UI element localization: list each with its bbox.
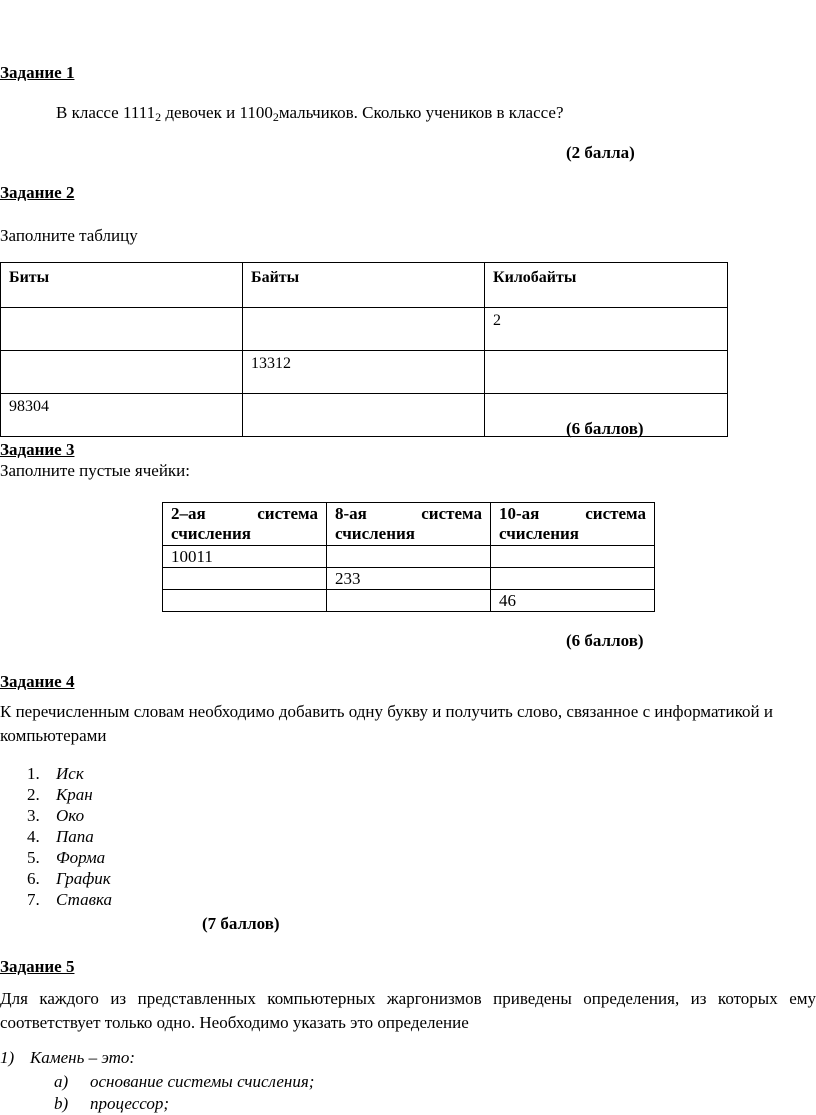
header-base8-word1: 8-ая xyxy=(335,504,367,523)
header-base10-word3: счисления xyxy=(499,524,580,543)
list-item-number: 4. xyxy=(27,827,40,846)
header-base8 xyxy=(327,503,491,546)
table-header-row xyxy=(163,503,655,546)
task4-instruction: К перечисленным словам необходимо добавить одну букву и получить слово, связанное с информатикой и компьютерами xyxy=(0,702,773,745)
list-item-number: 5. xyxy=(27,848,40,867)
header-base2-word2: система xyxy=(257,504,318,523)
list-item xyxy=(0,848,300,869)
header-base10-word1: 10-ая xyxy=(499,504,540,523)
list-item xyxy=(0,785,300,806)
table-cell[interactable]: 98304 xyxy=(1,394,243,437)
task3-instruction: Заполните пустые ячейки: xyxy=(0,461,190,480)
list-item-word: Форма xyxy=(56,848,106,867)
header-bits: Биты xyxy=(1,263,243,308)
task1-sub-a: 2 xyxy=(155,110,162,124)
header-base2 xyxy=(163,503,327,546)
table-cell[interactable] xyxy=(1,308,243,351)
header-base2-word3: счисления xyxy=(171,524,252,543)
table-cell[interactable] xyxy=(491,568,655,590)
task1-text-c: мальчиков. Сколько учеников в классе? xyxy=(278,103,564,122)
table-cell[interactable]: 233 xyxy=(327,568,491,590)
list-item-word: Папа xyxy=(56,827,94,846)
table-cell[interactable]: 10011 xyxy=(163,546,327,568)
task1-text-a: В классе 1111 xyxy=(56,103,156,122)
list-item-number: 6. xyxy=(27,869,40,888)
header-base2-word1: 2–ая xyxy=(171,504,206,523)
list-item xyxy=(0,890,300,911)
table-row xyxy=(163,568,655,590)
task3-points: (6 баллов) xyxy=(566,631,644,650)
header-base10 xyxy=(491,503,655,546)
table-cell[interactable] xyxy=(163,568,327,590)
table-row xyxy=(163,546,655,568)
task1-points: (2 балла) xyxy=(566,143,635,162)
list-item-number: 1. xyxy=(27,764,40,783)
task2-instruction: Заполните таблицу xyxy=(0,226,138,245)
header-base8-word3: счисления xyxy=(335,524,416,543)
number-systems-table xyxy=(162,502,655,612)
list-item xyxy=(0,869,300,890)
task4-points: (7 баллов) xyxy=(202,914,280,933)
list-item xyxy=(0,764,300,785)
task4-title: Задание 4 xyxy=(0,672,75,691)
task5-question-text: Камень – это: xyxy=(30,1048,136,1067)
table-cell[interactable]: 2 xyxy=(485,308,728,351)
task1-title: Задание 1 xyxy=(0,63,75,82)
list-item-number: 2. xyxy=(27,785,40,804)
table-cell[interactable] xyxy=(491,546,655,568)
task2-points: (6 баллов) xyxy=(566,419,644,438)
list-item xyxy=(0,827,300,848)
list-item-number: 7. xyxy=(27,890,40,909)
option-letter: a) xyxy=(54,1072,69,1091)
table-cell[interactable] xyxy=(1,351,243,394)
task1-question xyxy=(56,103,564,123)
header-base10-word2: система xyxy=(585,504,646,523)
option-text: основание системы счисления; xyxy=(90,1072,315,1091)
table-cell[interactable]: 46 xyxy=(491,590,655,612)
table-header-row xyxy=(1,263,728,308)
task5-question-number: 1) xyxy=(0,1048,15,1067)
header-base8-word2: система xyxy=(421,504,482,523)
word-list xyxy=(0,764,300,911)
table-cell[interactable] xyxy=(243,308,485,351)
list-item xyxy=(0,806,300,827)
task1-text-b: девочек и 1100 xyxy=(161,103,273,122)
header-bytes: Байты xyxy=(243,263,485,308)
list-item-word: Око xyxy=(56,806,85,825)
task2-title: Задание 2 xyxy=(0,183,75,202)
table-cell[interactable] xyxy=(327,590,491,612)
list-item-word: График xyxy=(56,869,111,888)
table-row xyxy=(1,308,728,351)
list-item-word: Ставка xyxy=(56,890,112,909)
task3-title: Задание 3 xyxy=(0,440,75,459)
option-letter: b) xyxy=(54,1094,69,1113)
option-text: процессор; xyxy=(90,1094,170,1113)
task5-instruction: Для каждого из представленных компьютерных жаргонизмов приведены определения, из которых ему соответствует только одно. Необходимо указать это определение xyxy=(0,989,816,1032)
list-item-word: Иск xyxy=(56,764,84,783)
units-table xyxy=(0,262,728,437)
task1-sub-b: 2 xyxy=(272,110,279,124)
list-item-number: 3. xyxy=(27,806,40,825)
table-cell[interactable]: 13312 xyxy=(243,351,485,394)
header-kilobytes: Килобайты xyxy=(485,263,728,308)
table-row xyxy=(1,351,728,394)
table-cell[interactable] xyxy=(243,394,485,437)
list-item-word: Кран xyxy=(56,785,93,804)
table-row xyxy=(163,590,655,612)
table-cell[interactable] xyxy=(163,590,327,612)
table-cell[interactable] xyxy=(327,546,491,568)
table-cell[interactable] xyxy=(485,351,728,394)
task5-title: Задание 5 xyxy=(0,957,75,976)
